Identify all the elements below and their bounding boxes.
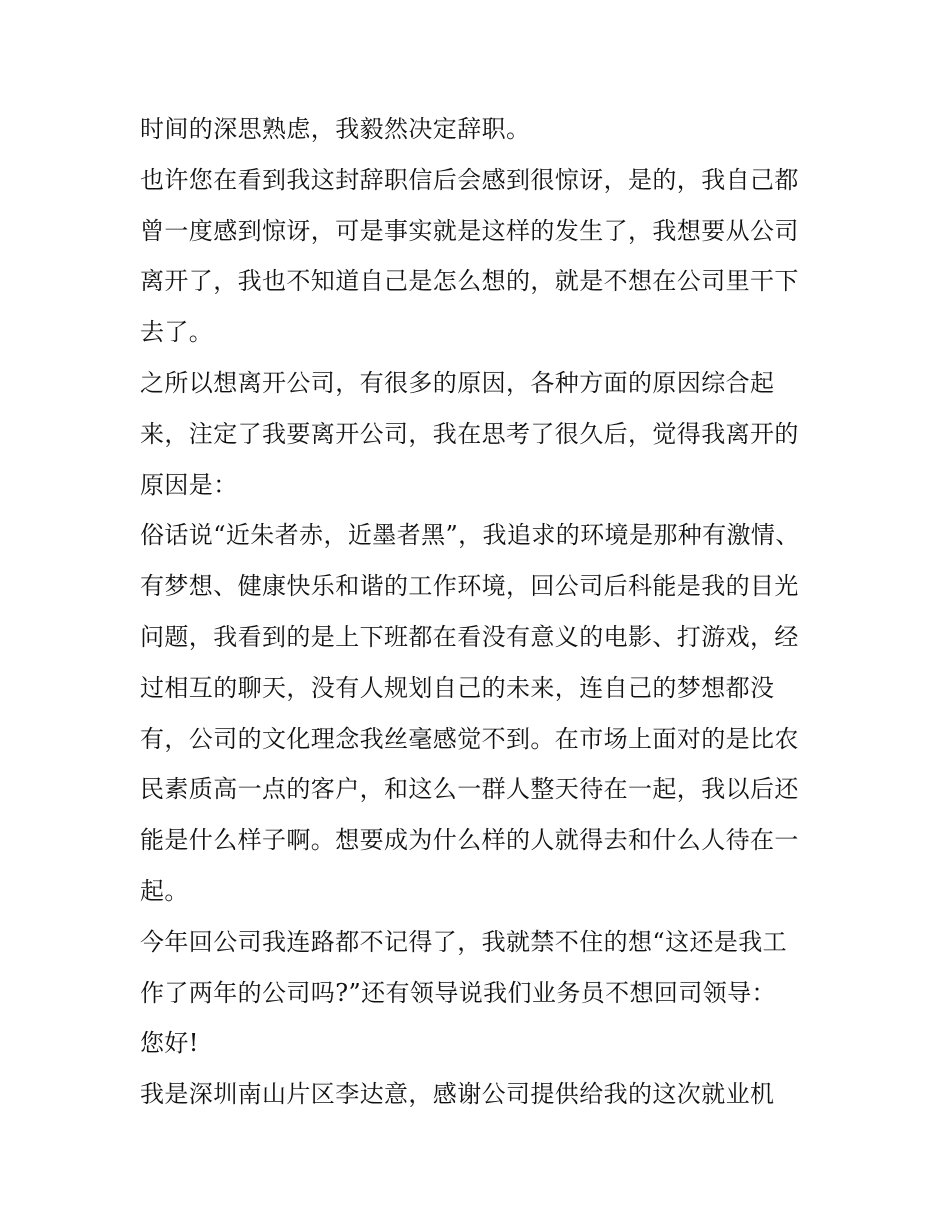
text-line: 来，注定了我要离开公司，我在思考了很久后，觉得我离开的 bbox=[140, 419, 799, 448]
text-line: 起。 bbox=[140, 876, 189, 905]
text-line: 民素质高一点的客户，和这么一群人整天待在一起，我以后还 bbox=[140, 775, 799, 804]
letter-body bbox=[140, 104, 820, 1120]
text-line: 今年回公司我连路都不记得了，我就禁不住的想“这还是我工 bbox=[140, 927, 788, 956]
text-line: 过相互的聊天，没有人规划自己的未来，连自己的梦想都没 bbox=[140, 673, 775, 702]
text-line: 离开了，我也不知道自己是怎么想的，就是不想在公司里干下 bbox=[140, 267, 799, 296]
text-line: 问题，我看到的是上下班都在看没有意义的电影、打游戏，经 bbox=[140, 622, 799, 651]
text-line: 能是什么样子啊。想要成为什么样的人就得去和什么人待在一 bbox=[140, 826, 799, 855]
text-line: 也许您在看到我这封辞职信后会感到很惊讶，是的，我自己都 bbox=[140, 165, 799, 194]
text-line: 曾一度感到惊讶，可是事实就是这样的发生了，我想要从公司 bbox=[140, 216, 799, 245]
text-line: 有梦想、健康快乐和谐的工作环境，回公司后科能是我的目光 bbox=[140, 572, 799, 601]
text-line: 俗话说“近朱者赤，近墨者黑”，我追求的环境是那种有激情、 bbox=[140, 521, 800, 550]
text-line: 您好! bbox=[140, 1029, 199, 1058]
text-line: 去了。 bbox=[140, 318, 214, 347]
text-line: 之所以想离开公司，有很多的原因，各种方面的原因综合起 bbox=[140, 368, 775, 397]
text-line: 时间的深思熟虑，我毅然决定辞职。 bbox=[140, 115, 531, 143]
text-line: 我是深圳南山片区李达意，感谢公司提供给我的这次就业机 bbox=[140, 1080, 775, 1109]
text-line: 有，公司的文化理念我丝毫感觉不到。在市场上面对的是比农 bbox=[140, 724, 799, 753]
text-line: 作了两年的公司吗?”还有领导说我们业务员不想回司领导： bbox=[140, 978, 776, 1007]
text-line: 原因是： bbox=[140, 470, 238, 499]
